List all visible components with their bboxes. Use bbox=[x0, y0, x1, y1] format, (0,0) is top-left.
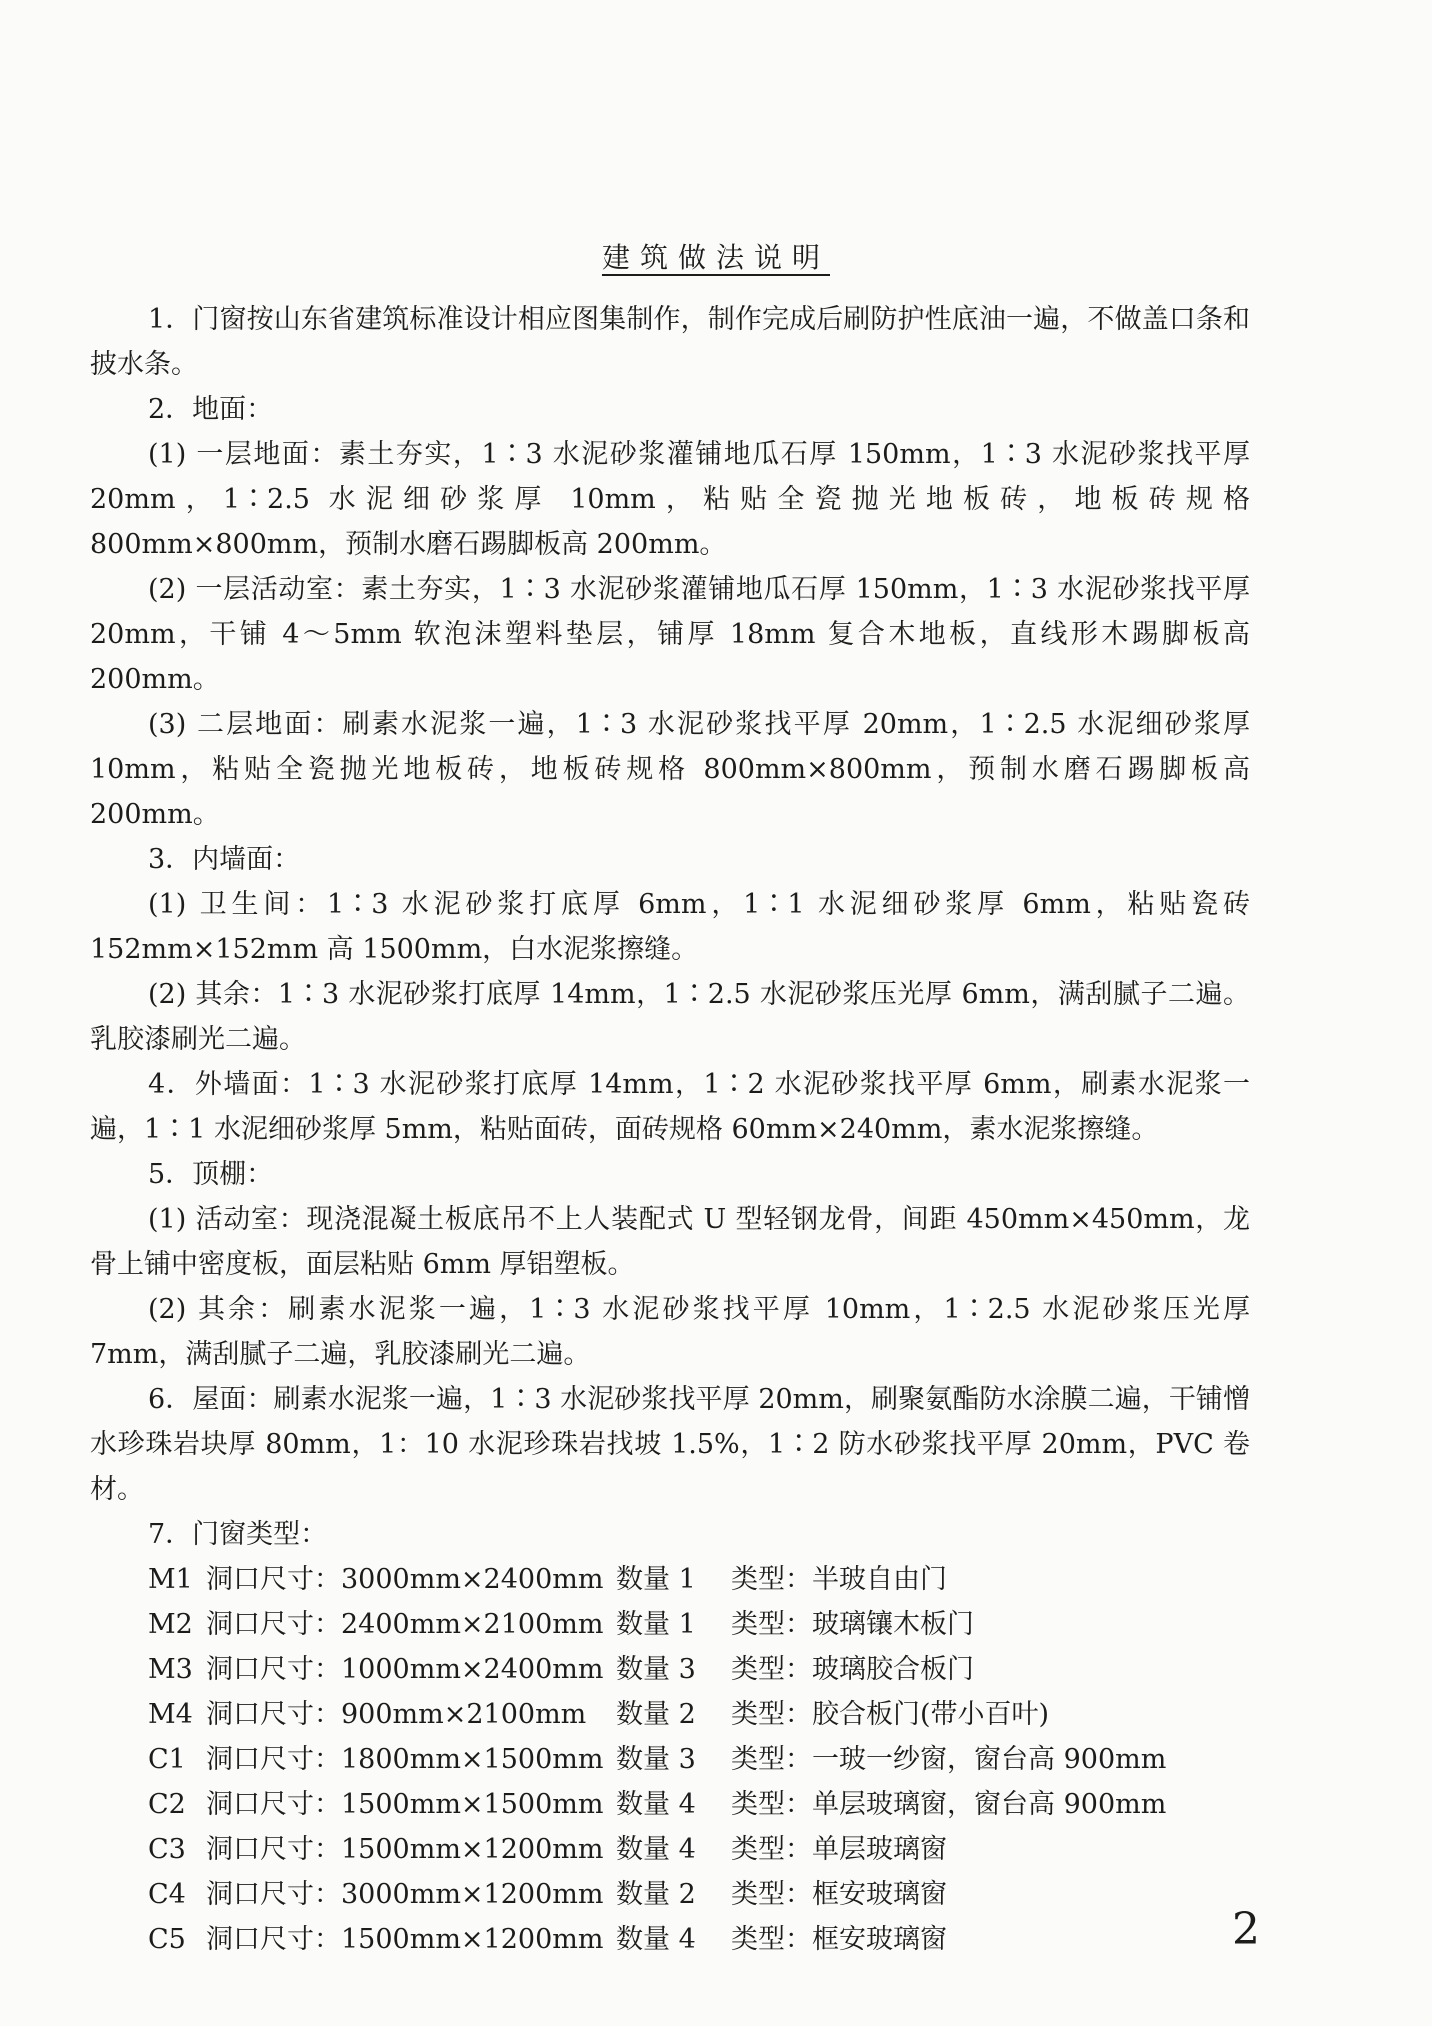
opening-row bbox=[90, 1602, 1250, 1647]
opening-row bbox=[90, 1737, 1250, 1782]
opening-code: C5 bbox=[148, 1924, 186, 1955]
opening-type: 类型：半玻自由门 bbox=[731, 1564, 947, 1595]
opening-code: M3 bbox=[148, 1654, 193, 1685]
opening-type: 类型：胶合板门(带小百叶) bbox=[731, 1699, 1050, 1730]
page-title-text: 建筑做法说明 bbox=[601, 241, 830, 274]
opening-size: 洞口尺寸：1800mm×1500mm bbox=[206, 1744, 604, 1775]
paragraph-5-2: (2) 其余：刷素水泥浆一遍，1∶3 水泥砂浆找平厚 10mm，1∶2.5 水泥砂浆压光厚 7mm，满刮腻子二遍，乳胶漆刷光二遍。 bbox=[90, 1294, 1250, 1370]
opening-type: 类型：单层玻璃窗，窗台高 900mm bbox=[731, 1789, 1167, 1820]
opening-quantity: 数量 3 bbox=[616, 1654, 696, 1685]
opening-quantity: 数量 4 bbox=[616, 1789, 696, 1820]
paragraph-2-2: (2) 一层活动室：素土夯实，1∶3 水泥砂浆灌铺地瓜石厚 150mm，1∶3 水泥砂浆找平厚 20mm，干铺 4～5mm 软泡沫塑料垫层，铺厚 18mm 复合木地板，直线形木踢脚板高 200mm。 bbox=[90, 574, 1250, 695]
document-body bbox=[90, 297, 1250, 1962]
paragraph-5-1: (1) 活动室：现浇混凝土板底吊不上人装配式 U 型轻钢龙骨，间距 450mm×450mm，龙骨上铺中密度板，面层粘贴 6mm 厚铝塑板。 bbox=[90, 1204, 1250, 1280]
opening-size: 洞口尺寸：1000mm×2400mm bbox=[206, 1654, 604, 1685]
opening-size: 洞口尺寸：1500mm×1500mm bbox=[206, 1789, 604, 1820]
opening-code: C3 bbox=[148, 1834, 186, 1865]
opening-code: C4 bbox=[148, 1879, 186, 1910]
paragraph-2: 2．地面： bbox=[148, 394, 274, 425]
opening-size: 洞口尺寸：2400mm×2100mm bbox=[206, 1609, 604, 1640]
opening-quantity: 数量 2 bbox=[616, 1879, 696, 1910]
opening-row bbox=[90, 1917, 1250, 1962]
opening-quantity: 数量 1 bbox=[616, 1564, 696, 1595]
paragraph-1: 1．门窗按山东省建筑标准设计相应图集制作，制作完成后刷防护性底油一遍，不做盖口条和披水条。 bbox=[90, 304, 1250, 380]
paragraph-3: 3．内墙面： bbox=[148, 844, 301, 875]
paragraph-3-2: (2) 其余：1∶3 水泥砂浆打底厚 14mm，1∶2.5 水泥砂浆压光厚 6mm，满刮腻子二遍。乳胶漆刷光二遍。 bbox=[90, 979, 1250, 1055]
opening-code: M1 bbox=[148, 1564, 193, 1595]
opening-row bbox=[90, 1827, 1250, 1872]
paragraph-6: 6．屋面：刷素水泥浆一遍，1∶3 水泥砂浆找平厚 20mm，刷聚氨酯防水涂膜二遍，干铺憎水珍珠岩块厚 80mm，1：10 水泥珍珠岩找坡 1.5%，1∶2 防水砂浆找平厚 20mm，PVC 卷材。 bbox=[90, 1384, 1250, 1505]
page-title bbox=[0, 238, 1432, 278]
page-number: 2 bbox=[1232, 1904, 1260, 1955]
opening-row bbox=[90, 1647, 1250, 1692]
opening-quantity: 数量 3 bbox=[616, 1744, 696, 1775]
paragraph-4: 4．外墙面：1∶3 水泥砂浆打底厚 14mm，1∶2 水泥砂浆找平厚 6mm，刷素水泥浆一遍，1∶1 水泥细砂浆厚 5mm，粘贴面砖，面砖规格 60mm×240mm，素水泥浆擦缝。 bbox=[90, 1069, 1250, 1145]
opening-type: 类型：一玻一纱窗，窗台高 900mm bbox=[731, 1744, 1167, 1775]
paragraph-2-1: (1) 一层地面：素土夯实，1∶3 水泥砂浆灌铺地瓜石厚 150mm，1∶3 水泥砂浆找平厚 20mm，1∶2.5 水泥细砂浆厚 10mm，粘贴全瓷抛光地板砖，地板砖规格 800mm×800mm，预制水磨石踢脚板高 200mm。 bbox=[90, 439, 1250, 560]
opening-row bbox=[90, 1782, 1250, 1827]
opening-row bbox=[90, 1692, 1250, 1737]
opening-quantity: 数量 1 bbox=[616, 1609, 696, 1640]
opening-quantity: 数量 4 bbox=[616, 1834, 696, 1865]
opening-row bbox=[90, 1872, 1250, 1917]
opening-code: M2 bbox=[148, 1609, 193, 1640]
opening-code: C2 bbox=[148, 1789, 186, 1820]
opening-size: 洞口尺寸：1500mm×1200mm bbox=[206, 1924, 604, 1955]
opening-type: 类型：单层玻璃窗 bbox=[731, 1834, 947, 1865]
paragraph-5: 5．顶棚： bbox=[148, 1159, 274, 1190]
opening-row bbox=[90, 1557, 1250, 1602]
opening-size: 洞口尺寸：900mm×2100mm bbox=[206, 1699, 587, 1730]
paragraph-2-3: (3) 二层地面：刷素水泥浆一遍，1∶3 水泥砂浆找平厚 20mm，1∶2.5 水泥细砂浆厚 10mm，粘贴全瓷抛光地板砖，地板砖规格 800mm×800mm，预制水磨石踢脚板高 200mm。 bbox=[90, 709, 1250, 830]
opening-list bbox=[90, 1557, 1250, 1962]
paragraph-7: 7．门窗类型： bbox=[148, 1519, 328, 1550]
opening-quantity: 数量 2 bbox=[616, 1699, 696, 1730]
opening-code: C1 bbox=[148, 1744, 186, 1775]
paragraph-3-1: (1) 卫生间：1∶3 水泥砂浆打底厚 6mm，1∶1 水泥细砂浆厚 6mm，粘贴瓷砖 152mm×152mm 高 1500mm，白水泥浆擦缝。 bbox=[90, 889, 1250, 965]
opening-size: 洞口尺寸：1500mm×1200mm bbox=[206, 1834, 604, 1865]
opening-code: M4 bbox=[148, 1699, 193, 1730]
opening-type: 类型：框安玻璃窗 bbox=[731, 1924, 947, 1955]
opening-size: 洞口尺寸：3000mm×1200mm bbox=[206, 1879, 604, 1910]
opening-type: 类型：玻璃镶木板门 bbox=[731, 1609, 974, 1640]
opening-size: 洞口尺寸：3000mm×2400mm bbox=[206, 1564, 604, 1595]
opening-type: 类型：框安玻璃窗 bbox=[731, 1879, 947, 1910]
opening-type: 类型：玻璃胶合板门 bbox=[731, 1654, 974, 1685]
opening-quantity: 数量 4 bbox=[616, 1924, 696, 1955]
